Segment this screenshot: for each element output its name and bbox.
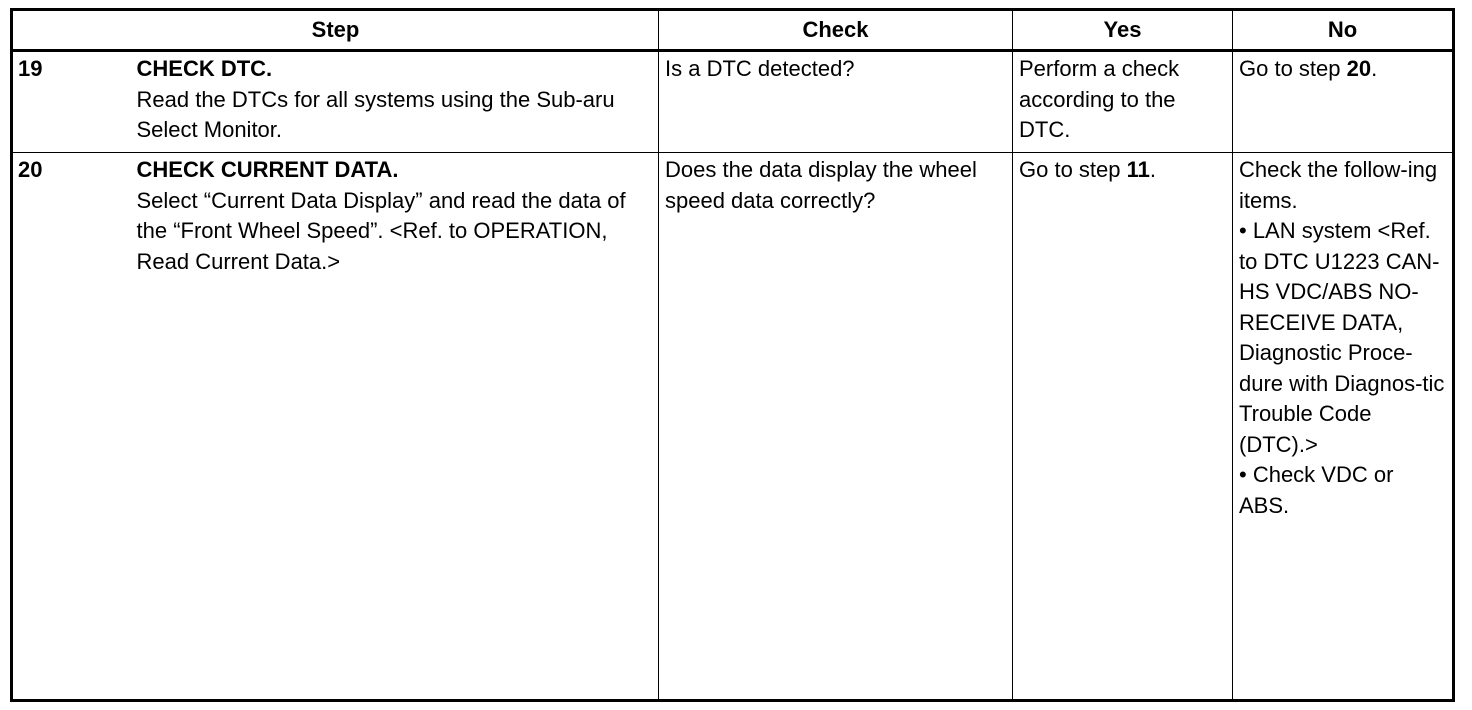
yes-go-to-text: Go to step: [1019, 157, 1127, 182]
yes-step-ref: 11: [1126, 157, 1150, 182]
header-check: Check: [659, 10, 1013, 51]
header-no: No: [1233, 10, 1454, 51]
step-description: [137, 153, 659, 701]
step-title: CHECK DTC.: [136, 56, 273, 81]
yes-step-suffix: .: [1149, 157, 1157, 182]
yes-cell: [1013, 153, 1233, 701]
yes-cell: Perform a check according to the DTC.: [1013, 51, 1233, 153]
header-yes: Yes: [1013, 10, 1233, 51]
step-title: CHECK CURRENT DATA.: [136, 157, 399, 182]
check-cell: Does the data display the wheel speed data correctly?: [659, 153, 1013, 701]
step-number: 20: [12, 153, 137, 701]
header-step: Step: [12, 10, 659, 51]
no-step-ref: 20: [1346, 56, 1372, 81]
table-row: [12, 153, 1454, 701]
step-description: [137, 51, 659, 153]
step-text: Select “Current Data Display” and read the data of the “Front Wheel Speed”. <Ref. to OPERATION, Read Current Data.>: [136, 187, 626, 274]
no-bullet-item: • LAN system <Ref. to DTC U1223 CAN-HS VDC/ABS NO-RECEIVE DATA, Diagnostic Proce-dure with Diagnos-tic Trouble Code (DTC).>: [1239, 218, 1445, 457]
step-number: 19: [12, 51, 137, 153]
no-bullet-item: • Check VDC or ABS.: [1239, 462, 1394, 518]
table-row: [12, 51, 1454, 153]
table-header-row: [12, 10, 1454, 51]
diagnostic-procedure-table: [10, 8, 1455, 702]
no-cell: [1233, 153, 1454, 701]
no-step-suffix: .: [1371, 56, 1378, 81]
no-intro-text: Check the follow-ing items.: [1239, 157, 1438, 213]
check-cell: Is a DTC detected?: [659, 51, 1013, 153]
no-go-to-text: Go to step: [1239, 56, 1347, 81]
no-cell: [1233, 51, 1454, 153]
step-text: Read the DTCs for all systems using the Sub-aru Select Monitor.: [136, 86, 615, 142]
